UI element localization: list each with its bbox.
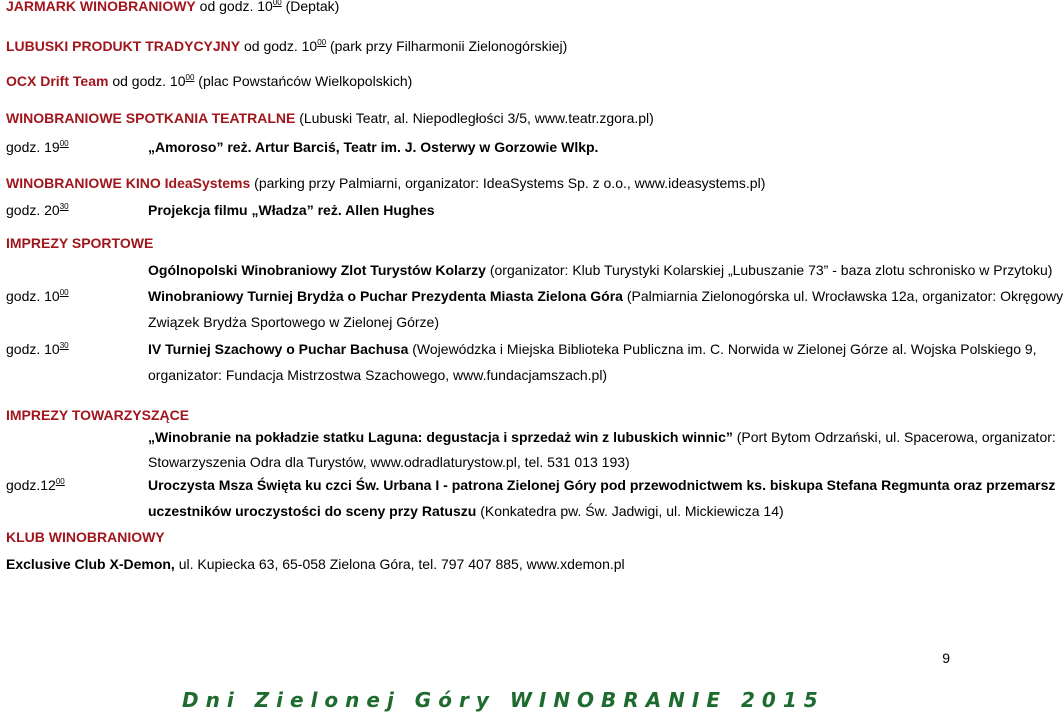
event-laguna: „Winobranie na pokładzie statku Laguna: degustacja i sprzedaż win z lubuskich winnic” (Port Bytom Odrzański, ul. Spacerowa, organizator: — [148, 429, 1056, 445]
event-turniej-szachowy: IV Turniej Szachowy o Puchar Bachusa (Wojewódzka i Miejska Biblioteka Publiczna im. C. Norwida w Zielonej Górze al. Wojska Polskiego 9, — [148, 341, 1037, 357]
section-heading-towarzyszace: IMPREZY TOWARZYSZĄCE — [6, 407, 190, 423]
event-continuation: organizator: Fundacja Mistrzostwa Szachowego, www.fundacjamszach.pl) — [148, 367, 608, 383]
event-x-demon: Exclusive Club X-Demon, ul. Kupiecka 63, 65-058 Zielona Góra, tel. 797 407 885, www.xdemon.pl — [6, 556, 625, 572]
event-continuation: uczestników uroczystości do sceny przy Ratuszu (Konkatedra pw. Św. Jadwigi, ul. Mickiewicza 14) — [148, 503, 784, 519]
event-time: godz. $10^{00}$ — [6, 288, 69, 304]
event-time: godz. $20^{30}$ — [6, 202, 69, 218]
event-turniej-brydza: Winobraniowy Turniej Brydża o Puchar Prezydenta Miasta Zielona Góra (Palmiarnia Zielonogórska ul. Wrocławska 12a, organizator: Okręgowy — [148, 288, 1063, 304]
event-title: LUBUSKI PRODUKT TRADYCYJNY — [6, 38, 241, 54]
event-jarmark: JARMARK WINOBRANIOWY od godz. $10^{00}$ (Deptak) — [6, 0, 340, 14]
event-projekcja: Projekcja filmu „Władza” reż. Allen Hughes — [148, 202, 435, 218]
event-ocx-drift: OCX Drift Team od godz. $10^{00}$ (plac Powstańców Wielkopolskich) — [6, 73, 413, 89]
event-amoroso: „Amoroso” reż. Artur Barciś, Teatr im. J. Osterwy w Gorzowie Wlkp. — [148, 139, 599, 155]
section-heading-klub: KLUB WINOBRANIOWY — [6, 529, 165, 545]
event-title: WINOBRANIOWE KINO — [6, 175, 161, 191]
event-kino: WINOBRANIOWE KINO IdeaSystems (parking przy Palmiarni, organizator: IdeaSystems Sp. z o.o., www.ideasystems.pl) — [6, 175, 766, 191]
section-heading-sport: IMPREZY SPORTOWE — [6, 235, 154, 251]
event-title: JARMARK WINOBRANIOWY — [6, 0, 196, 14]
event-title: OCX Drift Team — [6, 73, 109, 89]
event-continuation: Stowarzyszenia Odra dla Turystów, www.odradlaturystow.pl, tel. 531 013 193) — [148, 454, 630, 470]
event-zlot-kolarzy: Ogólnopolski Winobraniowy Zlot Turystów Kolarzy (organizator: Klub Turystyki Kolarskiej „Lubuszanie 73” - baza zlotu schronisko w Przytoku) — [148, 262, 1053, 278]
event-time: godz. $10^{30}$ — [6, 341, 69, 357]
event-lubuski-produkt: LUBUSKI PRODUKT TRADYCYJNY od godz. $10^{00}$ (park przy Filharmonii Zielonogórskiej) — [6, 38, 568, 54]
event-continuation: Związek Brydża Sportowego w Zielonej Górze) — [148, 314, 440, 330]
footer-banner: Dni Zielonej Góry WINOBRANIE 2015 — [182, 688, 825, 712]
page-number: 9 — [942, 650, 950, 666]
event-spotkania-teatralne: WINOBRANIOWE SPOTKANIA TEATRALNE (Lubuski Teatr, al. Niepodległości 3/5, www.teatr.zgora.pl) — [6, 110, 654, 126]
event-msza: Uroczysta Msza Święta ku czci Św. Urbana I - patrona Zielonej Góry pod przewodnictwem ks. biskupa Stefana Regmunta oraz przemarsz — [148, 477, 1056, 493]
event-time: $godz.12^{00}$ — [6, 477, 65, 493]
event-time: godz. $19^{00}$ — [6, 139, 69, 155]
event-title: WINOBRANIOWE SPOTKANIA TEATRALNE — [6, 110, 296, 126]
